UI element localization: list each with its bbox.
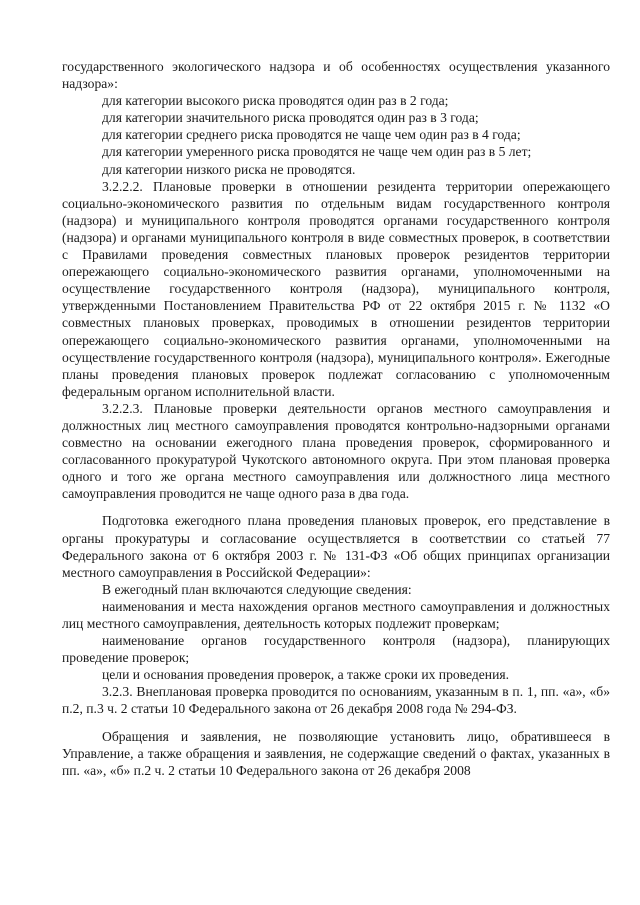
paragraph: наименование органов государственного контроля (надзора), планирующих проведение проверок; — [62, 633, 610, 666]
paragraph: наименования и места нахождения органов местного самоуправления и должностных лиц местного самоуправления, деятельность которых подлежит проверкам; — [62, 598, 610, 631]
paragraph: государственного экологического надзора и об особенностях осуществления указанного надзора»: — [62, 59, 610, 92]
paragraph: Обращения и заявления, не позволяющие установить лицо, обратившееся в Управление, а также обращения и заявления, не содержащие сведений о фактах, указанных в пп. «а», «б» п.2 ч. 2 статьи 10 Федерального закона от 26 декабря 2008 — [62, 728, 610, 778]
paragraph: Подготовка ежегодного плана проведения плановых проверок, его представление в органы прокуратуры и согласование осуществляется в соответствии со статьей 77 Федерального закона от 6 октября 2003 г. № 131-ФЗ «Об общих принципах организации местного самоуправления в Российской Федерации»: — [62, 513, 610, 580]
document-page — [62, 58, 610, 779]
paragraph: для категории высокого риска проводятся один раз в 2 года; — [102, 93, 449, 109]
paragraph: для категории значительного риска проводятся один раз в 3 года; — [102, 110, 479, 126]
paragraph: цели и основания проведения проверок, а также сроки их проведения. — [102, 667, 510, 683]
paragraph: для категории среднего риска проводятся не чаще чем один раз в 4 года; — [102, 127, 521, 143]
paragraph: для категории умеренного риска проводятся не чаще чем один раз в 5 лет; — [102, 144, 532, 160]
paragraph: для категории низкого риска не проводятся. — [102, 161, 356, 177]
paragraph: 3.2.2.3. Плановые проверки деятельности органов местного самоуправления и должностных лиц местного самоуправления проводятся контрольно-надзорными органами совместно на основании ежегодного плана проведения проверок, сформированного и согласованного прокуратурой Чукотского автономного округа. При этом плановая проверка одного и того же органа местного самоуправления или должностного лица местного самоуправления проводится не чаще одного раза в два года. — [62, 400, 610, 502]
paragraph: 3.2.3. Внеплановая проверка проводится по основаниям, указанным в п. 1, пп. «а», «б» п.2, п.3 ч. 2 статьи 10 Федерального закона от 26 декабря 2008 года № 294-ФЗ. — [62, 684, 610, 717]
paragraph: 3.2.2.2. Плановые проверки в отношении резидента территории опережающего социально-экономического развития по отдельным видам государственного контроля (надзора) и муниципального контроля проводятся органами государственного контроля (надзора) и органами муниципального контроля в виде совместных проверок, в соответствии с Правилами проведения совместных плановых проверок резидентов территории опережающего социально-экономического развития органами, уполномоченными на осуществление государственного контроля (надзора), муниципального контроля, утвержденными Постановлением Правительства РФ от 22 октября 2015 г. № 1132 «О совместных плановых проверках, проводимых в отношении резидентов территории опережающего социально-экономического развития органами, уполномоченными на осуществление государственного контроля (надзора), муниципального контроля». Ежегодные планы проведения плановых проверок подлежат согласованию с уполномоченным федеральным органом исполнительной власти. — [62, 178, 610, 399]
paragraph: В ежегодный план включаются следующие сведения: — [102, 581, 412, 597]
